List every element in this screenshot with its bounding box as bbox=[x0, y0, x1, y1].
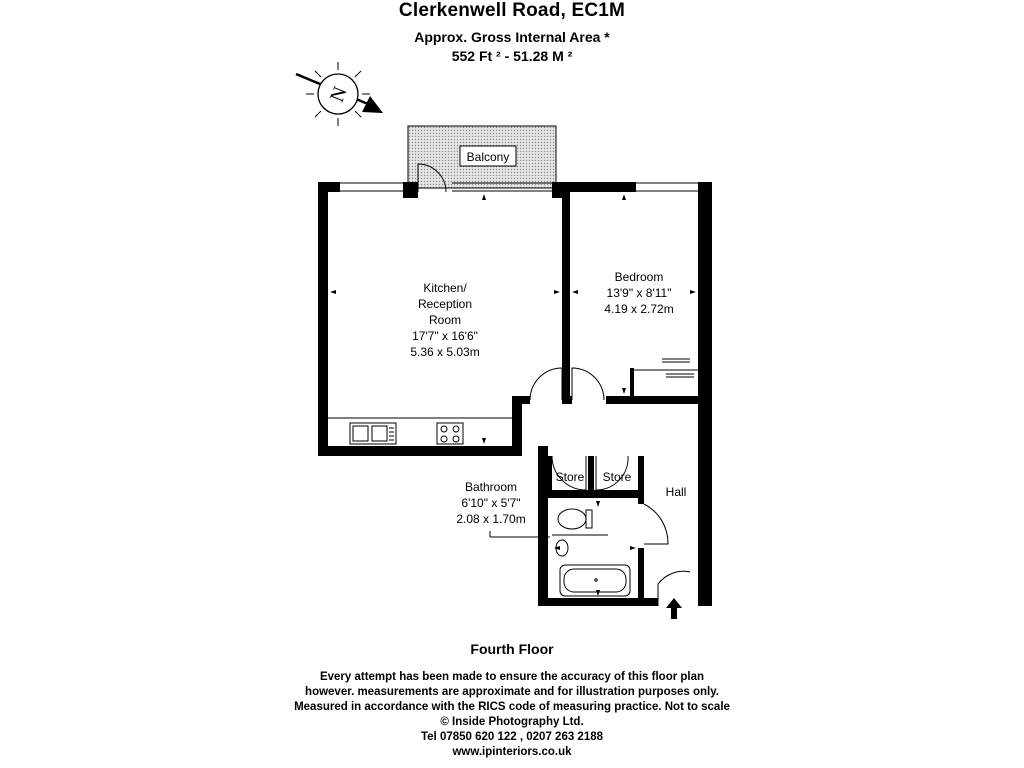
kitchen-name-line2: Reception bbox=[417, 297, 473, 311]
disclaimer-line-3: Measured in accordance with the RICS code of measuring practice. Not to scale bbox=[294, 701, 730, 713]
entrance-arrow-icon bbox=[666, 598, 682, 619]
doors bbox=[418, 164, 690, 606]
bedroom-name: Bedroom bbox=[614, 270, 664, 284]
bedroom-size-imperial: 13'9" x 8'11" bbox=[606, 286, 672, 300]
phone-line: Tel 07850 620 122 , 0207 263 2188 bbox=[420, 731, 604, 743]
hall-label: Hall bbox=[665, 485, 687, 499]
compass-letter: N bbox=[326, 83, 352, 106]
kitchen-name-line3: Room bbox=[428, 313, 462, 327]
floor-label: Fourth Floor bbox=[470, 641, 554, 657]
store-1-label: Store bbox=[555, 470, 585, 484]
website-link[interactable]: www.ipinteriors.co.uk bbox=[452, 746, 572, 758]
disclaimer-line-1: Every attempt has been made to ensure the accuracy of this floor plan bbox=[319, 671, 705, 683]
kitchen-size-metric: 5.36 x 5.03m bbox=[410, 345, 480, 359]
area-value: 552 Ft ² - 51.28 M ² bbox=[451, 48, 573, 64]
balcony-label: Balcony bbox=[466, 150, 510, 164]
bathroom-name: Bathroom bbox=[464, 480, 518, 494]
copyright-line: © Inside Photography Ltd. bbox=[440, 716, 584, 728]
kitchen-name-line1: Kitchen/ bbox=[423, 281, 467, 295]
kitchen-size-imperial: 17'7" x 16'6" bbox=[412, 329, 478, 343]
walls bbox=[318, 182, 712, 606]
store-2-label: Store bbox=[602, 470, 632, 484]
north-compass-icon bbox=[296, 62, 383, 126]
plan-title: Clerkenwell Road, EC1M bbox=[398, 0, 626, 21]
bathroom-size-metric: 2.08 x 1.70m bbox=[456, 512, 526, 526]
bathroom-size-imperial: 6'10" x 5'7" bbox=[461, 496, 521, 510]
bedroom-storage bbox=[634, 359, 698, 377]
area-label: Approx. Gross Internal Area * bbox=[414, 29, 610, 45]
bedroom-size-metric: 4.19 x 2.72m bbox=[604, 302, 674, 316]
disclaimer-line-2: however. measurements are approximate and for illustration purposes only. bbox=[305, 686, 719, 698]
dimension-markers bbox=[330, 194, 696, 596]
disclaimer bbox=[0, 670, 1024, 760]
